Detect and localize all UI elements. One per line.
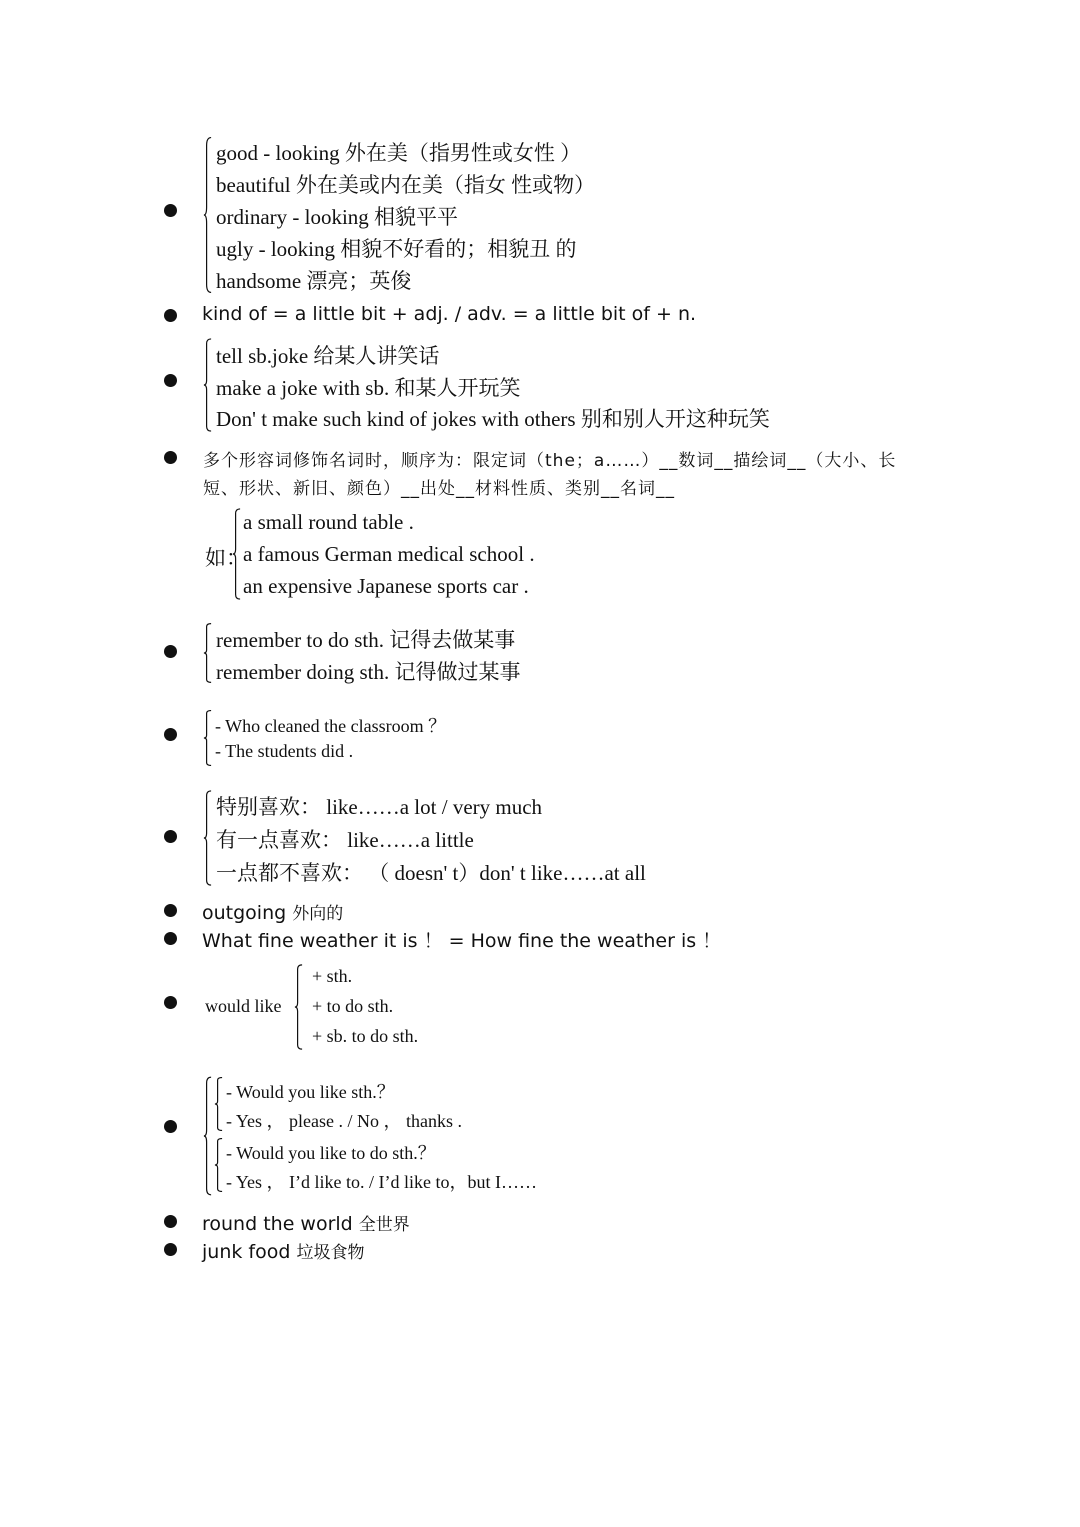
outgoing-cn: 外向的 (292, 904, 344, 924)
junk-food-cn: 垃圾食物 (296, 1243, 365, 1263)
brace-icon (232, 508, 241, 600)
brace-icon (203, 338, 212, 432)
brace-icon (294, 964, 303, 1050)
example-label: 如： (205, 546, 247, 570)
round-world-en: round the world (202, 1213, 353, 1235)
would-like-option-3: + sb. to do sth. (312, 1026, 419, 1046)
bullet-dot (164, 645, 177, 658)
junk-food-line (202, 1238, 364, 1263)
looks-line-1: good - looking 外在美（指男性或女性 ） (216, 141, 582, 165)
remember-line-1: remember to do sth. 记得去做某事 (216, 628, 516, 652)
remember-line-2: remember doing sth. 记得做过某事 (216, 660, 521, 684)
would-you-like-q1: - Would you like sth.？ (226, 1082, 395, 1102)
round-world-cn: 全世界 (358, 1215, 410, 1235)
brace-icon (214, 1077, 223, 1131)
would-like-option-1: + sth. (312, 966, 353, 986)
brace-icon (214, 1138, 223, 1192)
brace-icon (203, 710, 212, 766)
outgoing-en: outgoing (202, 902, 287, 924)
joke-line-1: tell sb.joke 给某人讲笑话 (216, 344, 440, 368)
dialogue-line-1: - Who cleaned the classroom ？ (215, 716, 447, 736)
bullet-dot (164, 932, 177, 945)
would-you-like-a1: - Yes ， please . / No ， thanks . (226, 1111, 462, 1131)
looks-line-3: ordinary - looking 相貌平平 (216, 205, 459, 229)
joke-line-2: make a joke with sb. 和某人开玩笑 (216, 376, 521, 400)
like-line-3: 一点都不喜欢： （ doesn' t）don' t like……at all (216, 861, 646, 885)
example-line-2: a famous German medical school . (243, 542, 535, 566)
brace-icon (203, 1076, 212, 1196)
bullet-dot (164, 728, 177, 741)
brace-icon (203, 623, 212, 683)
like-line-2: 有一点喜欢： like……a little (216, 828, 474, 852)
adj-order-line-2: 短、形状、新旧、颜色）__出处__材料性质、类别__名词__ (203, 479, 675, 499)
round-world-line (202, 1210, 410, 1235)
looks-line-2: beautiful 外在美或内在美（指女 性或物） (216, 173, 596, 197)
brace-icon (203, 136, 212, 294)
bullet-dot (164, 830, 177, 843)
outgoing-line (202, 899, 343, 924)
bullet-dot (164, 309, 177, 322)
looks-line-4: ugly - looking 相貌不好看的；相貌丑 的 (216, 237, 577, 261)
would-like-label: would like (205, 996, 282, 1016)
what-fine-line: What fine weather it is ！ = How fine the weather is ！ (202, 930, 722, 952)
dialogue-line-2: - The students did . (215, 741, 354, 761)
bullet-dot (164, 1243, 177, 1256)
would-you-like-q2: - Would you like to do sth.？ (226, 1143, 436, 1163)
would-like-option-2: + to do sth. (312, 996, 394, 1016)
adj-order-line-1: 多个形容词修饰名词时，顺序为：限定词（the；a……）__数词__描绘词__（大小、长 (203, 451, 897, 471)
would-you-like-a2: - Yes ， I’d like to. / I’d like to，but I…… (226, 1172, 537, 1192)
kind-of-line: kind of = a little bit + adj. / adv. = a little bit of + n. (202, 303, 697, 325)
bullet-dot (164, 1215, 177, 1228)
like-line-1: 特别喜欢： like……a lot / very much (216, 795, 543, 819)
junk-food-en: junk food (202, 1241, 291, 1263)
bullet-dot (164, 1120, 177, 1133)
brace-icon (203, 790, 212, 886)
example-line-1: a small round table . (243, 510, 414, 534)
bullet-dot (164, 374, 177, 387)
looks-line-5: handsome 漂亮；英俊 (216, 269, 412, 293)
joke-line-3: Don' t make such kind of jokes with others 别和别人开这种玩笑 (216, 407, 770, 431)
bullet-dot (164, 996, 177, 1009)
bullet-dot (164, 204, 177, 217)
example-line-3: an expensive Japanese sports car . (243, 574, 529, 598)
bullet-dot (164, 451, 177, 464)
bullet-dot (164, 904, 177, 917)
